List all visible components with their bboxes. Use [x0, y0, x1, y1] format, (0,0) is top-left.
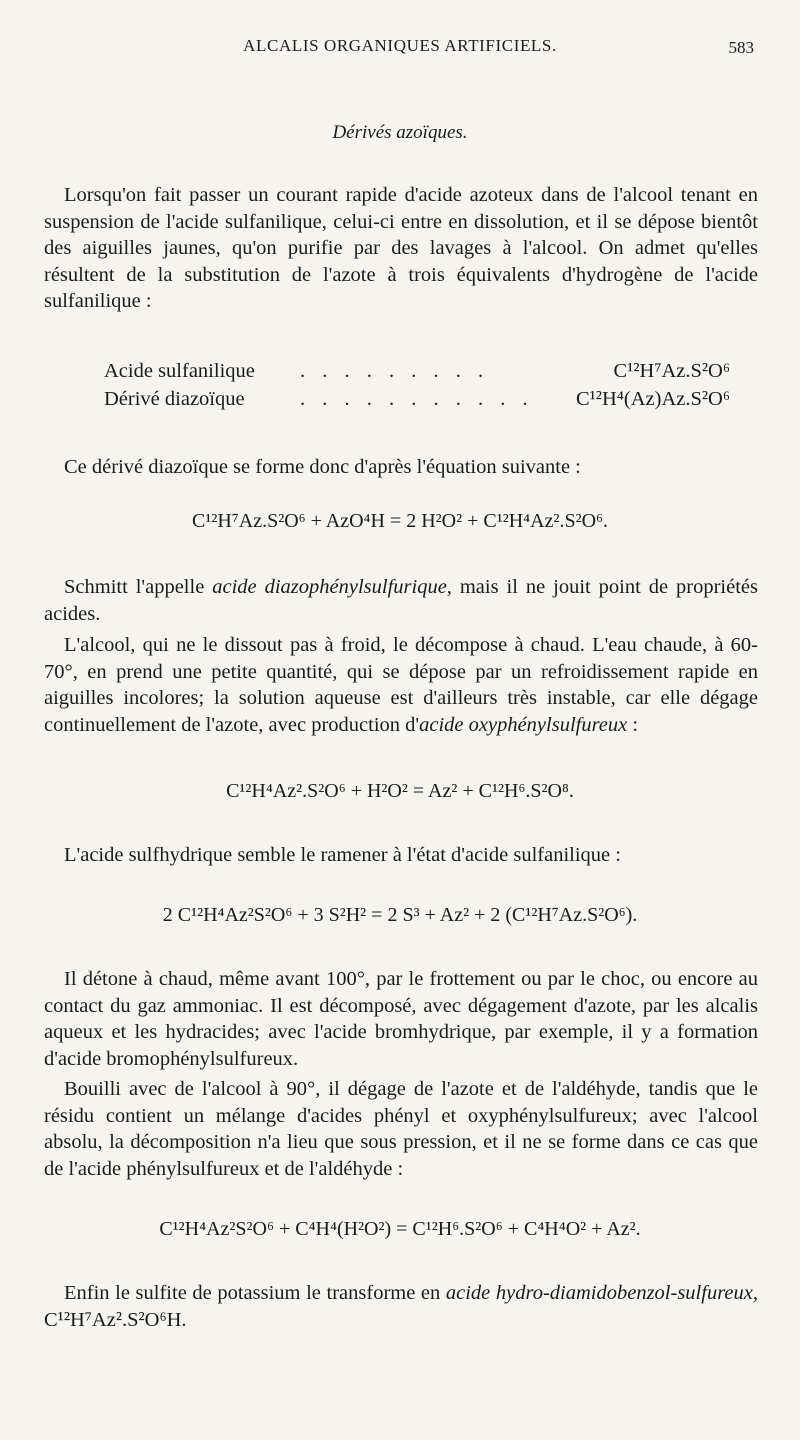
equation-4: C¹²H⁴Az²S²O⁶ + C⁴H⁴(H²O²) = C¹²H⁶.S²O⁶ + C⁴H⁴O² + Az².: [159, 1218, 641, 1240]
page-number: 583: [728, 38, 754, 57]
formula-label: Acide sulfanilique: [104, 360, 255, 382]
paragraph-4-text-end: :: [627, 713, 639, 736]
leader-dots: . . . . . . . . .: [300, 360, 490, 382]
paragraph-6: Il détone à chaud, même avant 100°, par le frottement ou par le choc, ou encore au contact du gaz ammoniac. Il est décomposé, avec dégagement d'azote, par les alcalis aqueux et les hydracides; avec l'acide bromhydrique, par exemple, il y a formation d'acide bromophénylsulfureux.: [44, 968, 758, 1070]
paragraph-7: Bouilli avec de l'alcool à 90°, il dégage de l'azote et de l'aldéhyde, tandis que le résidu contient un mélange d'acides phényl et oxyphénylsulfureux; avec l'alcool absolu, la décomposition n'a lieu que sous pression, et il ne se forme dans ce cas que de l'acide phénylsulfureux et de l'aldéhyde :: [44, 1078, 758, 1180]
leader-dots: . . . . . . . . . . .: [300, 388, 534, 410]
equation-2: C¹²H⁴Az².S²O⁶ + H²O² = Az² + C¹²H⁶.S²O⁸.: [226, 780, 574, 802]
paragraph-1: Lorsqu'on fait passer un courant rapide d'acide azoteux dans de l'alcool tenant en suspension de l'acide sulfanilique, celui-ci entre en dissolution, et il se dépose bientôt des aiguilles jaunes, qu'on purifie par des lavages à l'alcool. On admet qu'elles résultent de la substitution de l'azote à trois équivalents d'hydrogène de l'acide sulfanilique :: [44, 184, 758, 313]
paragraph-8-formula: C¹²H⁷Az².S²O⁶H.: [44, 1308, 187, 1331]
paragraph-8-text: Enfin le sulfite de potassium le transforme en: [64, 1282, 446, 1304]
formula-label: Dérivé diazoïque: [104, 388, 245, 410]
paragraph-4: [44, 632, 758, 738]
formula-value: C¹²H⁷Az.S²O⁶: [613, 360, 730, 382]
formula-row-diazoique: [104, 388, 750, 416]
running-title: ALCALIS ORGANIQUES ARTIFICIELS.: [243, 36, 557, 55]
paragraph-8: [44, 1280, 758, 1333]
section-title: Dérivés azoïques.: [332, 122, 468, 143]
paragraph-4-term: acide oxyphénylsulfureux: [419, 713, 628, 736]
equation-3: 2 C¹²H⁴Az²S²O⁶ + 3 S²H² = 2 S³ + Az² + 2 (C¹²H⁷Az.S²O⁶).: [162, 904, 638, 926]
running-head: [0, 34, 800, 62]
equation-1: C¹²H⁷Az.S²O⁶ + AzO⁴H = 2 H²O² + C¹²H⁴Az².S²O⁶.: [192, 510, 608, 532]
paragraph-8-term: acide hydro-diamidobenzol-sulfureux,: [445, 1282, 758, 1304]
paragraph-5: L'acide sulfhydrique semble le ramener à l'état d'acide sulfanilique :: [64, 844, 621, 866]
paragraph-4-text: L'alcool, qui ne le dissout pas à froid, le décompose à chaud. L'eau chaude, à 60-70°, en prend une petite quantité, qui se dépose par un refroidissement rapide en aiguilles incolores; la solution aqueuse est d'ailleurs très instable, car elle dégage continuellement de l'azote, avec production d': [44, 634, 758, 736]
paragraph-3: [44, 574, 758, 627]
formula-row-sulfanilique: [104, 360, 750, 388]
paragraph-3-text-end: mais il ne jouit point de propriétés acides.: [44, 576, 758, 625]
paragraph-2: Ce dérivé diazoïque se forme donc d'après l'équation suivante :: [64, 456, 581, 478]
paragraph-3-term: acide diazophénylsulfurique,: [212, 576, 452, 598]
formula-value: C¹²H⁴(Az)Az.S²O⁶: [575, 388, 730, 410]
paragraph-3-text: Schmitt l'appelle: [64, 576, 213, 598]
